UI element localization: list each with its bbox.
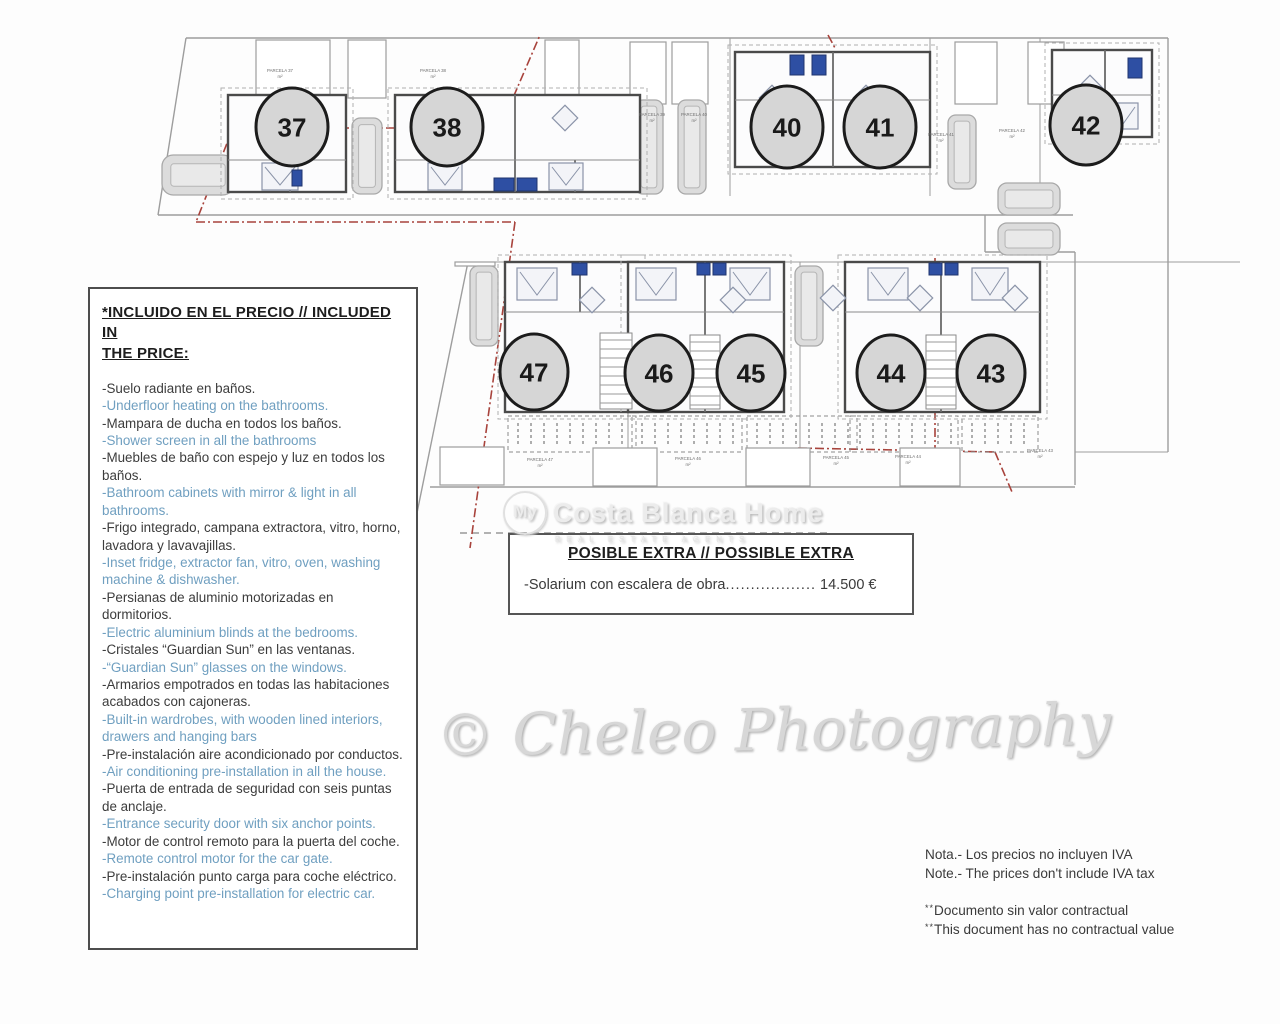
pergola-terrace (962, 416, 1038, 452)
blue-fixture (517, 178, 537, 191)
parcel-strip (593, 448, 657, 486)
car-icon (795, 266, 823, 346)
parcela-area-label: m² (430, 74, 436, 79)
plot-marker (717, 335, 785, 411)
included-item-en: -Charging point pre-installation for electric car. (102, 885, 376, 901)
note-contract-en: **This document has no contractual value (925, 922, 1175, 938)
included-item-en: -Underfloor heating on the bathrooms. (102, 398, 329, 414)
possible-extra-box (508, 533, 914, 615)
included-item-es: -Puerta de entrada de seguridad con seis puntas de anclaje. (102, 781, 392, 814)
parcela-area-label: m² (649, 118, 655, 123)
plot-number: 37 (277, 112, 307, 143)
included-item-es: -Frigo integrado, campana extractora, vitro, horno, lavadora y lavavajillas. (102, 520, 401, 553)
plot-number: 47 (519, 357, 549, 388)
parcela-label: PARCELA 39 (638, 112, 666, 117)
blue-fixture (572, 263, 587, 275)
included-item-es: -Muebles de baño con espejo y luz en todos los baños. (102, 450, 385, 483)
included-item-es: -Pre-instalación punto carga para coche eléctrico. (102, 868, 397, 884)
parcela-label: PARCELA 37 (266, 68, 294, 73)
parcela-label: PARCELA 43 (1026, 448, 1054, 453)
included-item-es: -Suelo radiante en baños. (102, 380, 256, 396)
blue-fixture (1128, 58, 1142, 78)
included-item-es: -Pre-instalación aire acondicionado por conductos. (102, 746, 403, 762)
parcela-area-label: m² (691, 118, 697, 123)
included-item-en: -“Guardian Sun” glasses on the windows. (102, 659, 347, 675)
solarium-price-line: -Solarium con escalera de obra.................. 14.500 € (524, 577, 877, 593)
plot-marker (256, 88, 328, 166)
pergola-terrace (632, 416, 742, 452)
blue-fixture (929, 263, 942, 275)
plot-number: 46 (644, 358, 674, 389)
parcela-area-label: m² (905, 460, 911, 465)
plot-marker (844, 86, 916, 168)
note-contract-es: **Documento sin valor contractual (925, 903, 1129, 919)
plot-marker (625, 335, 693, 411)
plot-marker (957, 335, 1025, 411)
blue-fixture (945, 263, 958, 275)
included-item-en: -Built-in wardrobes, with wooden lined interiors, drawers and hanging bars (102, 711, 383, 745)
table-icon (820, 285, 845, 310)
parcela-label: PARCELA 41 (927, 132, 955, 137)
possible-extra-title: POSIBLE EXTRA // POSSIBLE EXTRA (567, 545, 855, 562)
included-item-en: -Bathroom cabinets with mirror & light in all bathrooms. (102, 485, 357, 518)
parcela-label: PARCELA 47 (526, 457, 554, 462)
watermark-brand (503, 491, 824, 544)
plot-number: 41 (865, 112, 895, 143)
included-item-es: -Persianas de aluminio motorizadas en dormitorios. (102, 589, 334, 623)
watermark-photographer: © Cheleo Photography (435, 689, 1112, 770)
parcela-label: PARCELA 45 (822, 455, 850, 460)
pergola-terrace (850, 416, 958, 452)
property-boundary-line (828, 35, 835, 48)
note-iva-es: Nota.- Los precios no incluyen IVA (925, 847, 1133, 862)
parcela-label: PARCELA 40 (680, 112, 708, 117)
blue-fixture (790, 55, 804, 75)
blue-fixture (494, 178, 514, 191)
parking-stall (545, 40, 579, 98)
car-icon (998, 223, 1060, 255)
blue-fixture (812, 55, 826, 75)
car-icon (352, 118, 382, 194)
car-icon (948, 115, 976, 189)
brand-name: Costa Blanca Home (553, 497, 824, 528)
parcel-strip (440, 447, 504, 485)
parcel-strip (746, 448, 810, 486)
plot-number: 45 (736, 358, 766, 389)
parcela-area-label: m² (685, 462, 691, 467)
parcela-area-label: m² (833, 461, 839, 466)
included-item-es: -Mampara de ducha en todos los baños. (102, 415, 342, 431)
included-item-en: -Entrance security door with six anchor points. (102, 816, 376, 832)
blue-fixture (713, 263, 726, 275)
property-boundary-line (995, 452, 1012, 492)
included-in-price-box (88, 287, 418, 950)
plot-marker (411, 88, 483, 166)
car-icon (998, 183, 1060, 215)
blue-fixture (697, 263, 710, 275)
included-item-en: -Inset fridge, extractor fan, vitro, oven, washing machine & dishwasher. (102, 554, 381, 588)
plot-marker (500, 334, 568, 410)
parcela-area-label: m² (537, 463, 543, 468)
parcela-label: PARCELA 38 (419, 68, 447, 73)
footnotes (925, 845, 1174, 939)
parking-stall (348, 40, 386, 98)
car-icon (162, 155, 234, 195)
parcela-label: PARCELA 42 (998, 128, 1026, 133)
plot-number: 43 (976, 358, 1006, 389)
brand-subtitle: REAL ESTATE AGENTS (555, 535, 751, 544)
included-item-en: -Air conditioning pre-installation in all the house. (102, 764, 387, 780)
blue-fixture (292, 170, 302, 186)
parcela-label: PARCELA 44 (894, 454, 922, 459)
parcela-label: PARCELA 46 (674, 456, 702, 461)
property-boundary-line (798, 448, 995, 452)
included-item-en: -Electric aluminium blinds at the bedrooms. (102, 624, 359, 640)
plot-marker (1050, 85, 1122, 165)
parcela-area-label: m² (938, 138, 944, 143)
included-item-es: -Motor de control remoto para la puerta del coche. (102, 833, 400, 849)
plot-number: 40 (772, 112, 802, 143)
car-icon (470, 266, 498, 346)
parcela-area-label: m² (277, 74, 283, 79)
bed-icon (549, 163, 583, 190)
stairs-icon (926, 335, 956, 409)
parcela-area-label: m² (1009, 134, 1015, 139)
plot-number: 42 (1071, 110, 1101, 141)
included-items-list (102, 380, 404, 903)
included-box-title: *INCLUIDO EN EL PRECIO // INCLUDED IN THE PRICE: (102, 304, 392, 362)
parking-stall (955, 42, 997, 104)
pergola-terrace (508, 416, 636, 452)
note-iva-en: Note.- The prices don't include IVA tax (925, 866, 1155, 882)
parking-stall (672, 42, 708, 104)
included-item-en: -Shower screen in all the bathrooms (102, 433, 317, 449)
plot-number: 38 (432, 112, 462, 143)
included-item-es: -Armarios empotrados en todas las habitaciones acabados con cajoneras. (102, 676, 390, 710)
stairs-icon (690, 335, 720, 409)
pergola-terrace (747, 416, 857, 452)
plot-number: 44 (876, 358, 906, 389)
plot-marker (751, 86, 823, 168)
parcela-area-label: m² (1037, 454, 1043, 459)
included-item-es: -Cristales “Guardian Sun” en las ventanas. (102, 642, 356, 658)
plot-marker (857, 335, 925, 411)
included-item-en: -Remote control motor for the car gate. (102, 851, 333, 867)
brand-logo-circle-icon: My (503, 491, 547, 535)
